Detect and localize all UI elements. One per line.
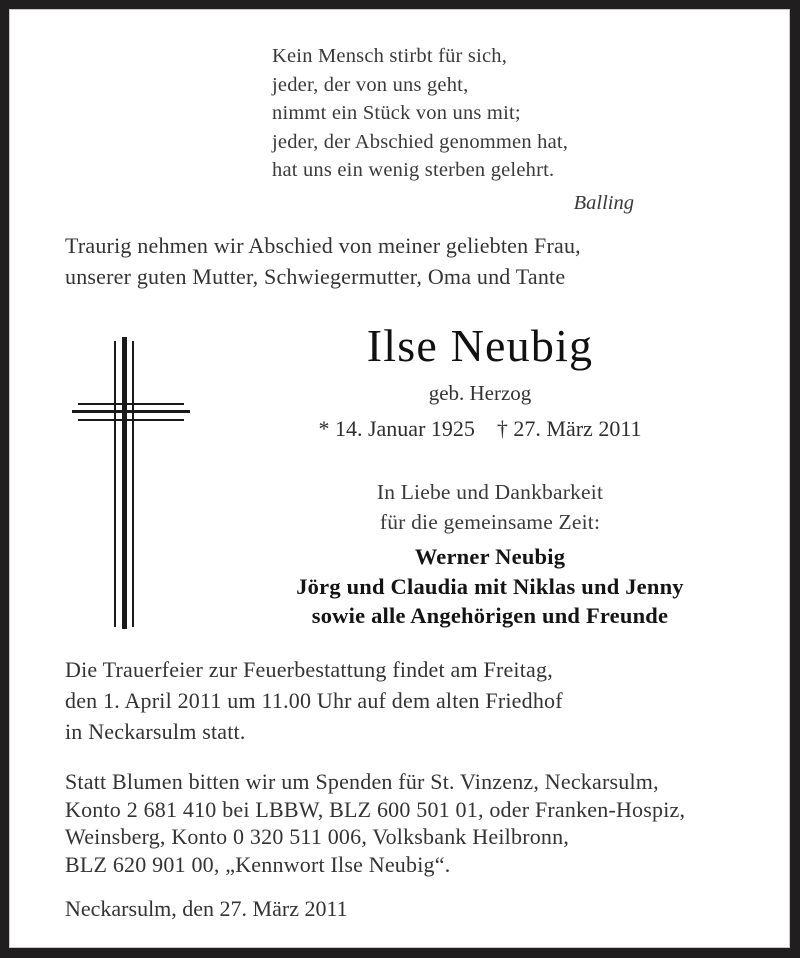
verse-attribution: Balling: [573, 191, 634, 214]
christian-cross-icon: [72, 337, 190, 629]
cross-crossbar-thin-lower: [78, 419, 184, 421]
survivor-line: Jörg und Claudia mit Niklas und Jenny: [296, 573, 684, 599]
deceased-name-block: [210, 320, 750, 444]
cross-crossbar-thin-upper: [78, 403, 184, 405]
service-line: den 1. April 2011 um 11.00 Uhr auf dem alten Friedhof: [65, 688, 563, 713]
cross-vertical-main: [122, 337, 127, 629]
place-and-date: Neckarsulm, den 27. März 2011: [65, 896, 348, 921]
intro-line: unserer guten Mutter, Schwiegermutter, Oma und Tante: [65, 264, 566, 289]
survivor-line: sowie alle Angehörigen und Freunde: [311, 603, 669, 628]
verse-line: jeder, der Abschied genommen hat,: [272, 130, 569, 153]
cross-crossbar-main: [72, 410, 190, 413]
service-line: in Neckarsulm statt.: [65, 719, 246, 744]
obituary-card: [9, 9, 790, 948]
funeral-service-details: [65, 654, 765, 747]
donation-request: [65, 768, 775, 878]
verse-line: hat uns ein wenig sterben gelehrt.: [272, 159, 555, 182]
cross-vertical-thin-right: [132, 341, 134, 627]
deceased-name: Ilse Neubig: [366, 320, 594, 371]
dedication-text: [210, 478, 770, 537]
survivor-line: Werner Neubig: [414, 544, 566, 569]
survivors-list: [210, 542, 770, 631]
deceased-maiden-name: geb. Herzog: [428, 381, 532, 405]
deceased-life-dates: * 14. Januar 1925 † 27. März 2011: [318, 416, 642, 441]
service-line: Die Trauerfeier zur Feuerbestattung findet am Freitag,: [65, 657, 553, 682]
donation-line: Weinsberg, Konto 0 320 511 006, Volksbank Heilbronn,: [65, 824, 570, 849]
memorial-verse: [272, 42, 692, 218]
intro-line: Traurig nehmen wir Abschied von meiner geliebten Frau,: [65, 233, 581, 258]
verse-line: jeder, der von uns geht,: [272, 73, 469, 96]
cross-vertical-thin-left: [114, 341, 116, 627]
verse-line: nimmt ein Stück von uns mit;: [272, 102, 521, 125]
donation-line: Konto 2 681 410 bei LBBW, BLZ 600 501 01, oder Franken-Hospiz,: [65, 796, 686, 822]
announcement-intro: [65, 230, 755, 292]
donation-line: BLZ 620 901 00, „Kennwort Ilse Neubig“.: [65, 851, 451, 877]
donation-line: Statt Blumen bitten wir um Spenden für St. Vinzenz, Neckarsulm,: [65, 769, 659, 794]
obituary-notice: [10, 10, 789, 947]
dedication-line: In Liebe und Dankbarkeit: [376, 480, 604, 504]
verse-line: Kein Mensch stirbt für sich,: [272, 45, 508, 67]
dedication-line: für die gemeinsame Zeit:: [379, 509, 601, 534]
